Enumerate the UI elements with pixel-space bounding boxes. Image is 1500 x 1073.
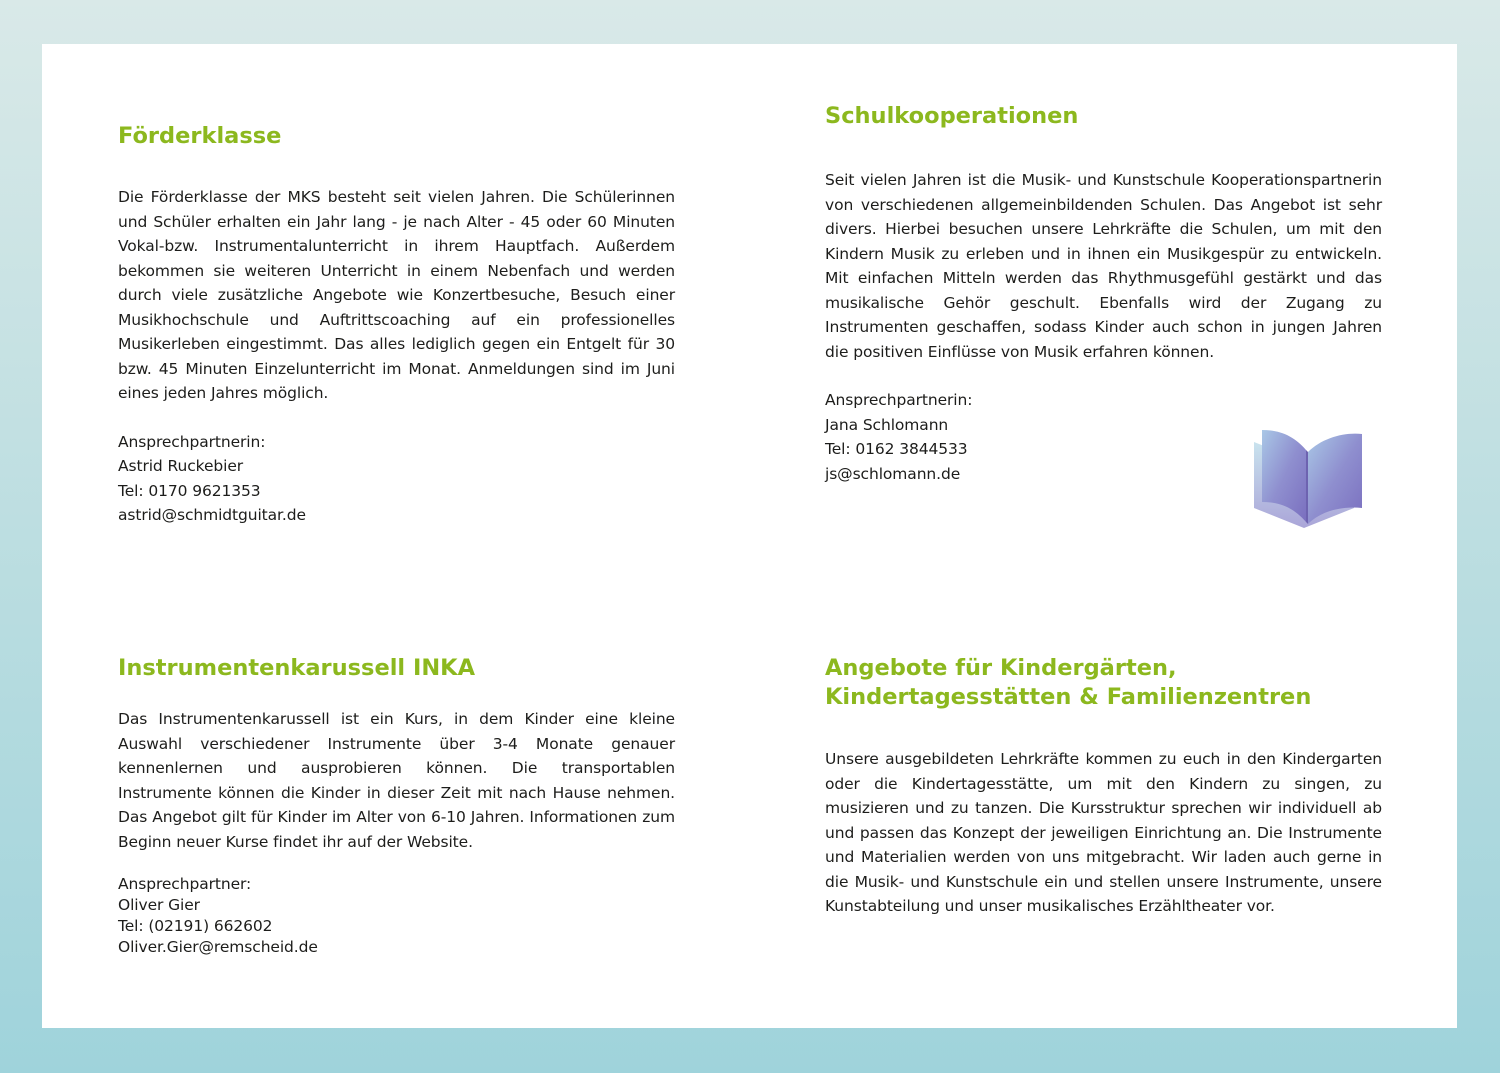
- contact-name: Oliver Gier: [118, 896, 200, 914]
- section-body: Seit vielen Jahren ist die Musik- und Kunstschule Kooperationspartnerin von verschiedenen allgemeinbildenden Schulen. Das Angebot ist sehr divers. Hierbei besuchen unsere Lehrkräfte die Schulen, um mit den Kindern Musik zu erleben und in ihnen ein Musikgespür zu entwickeln. Mit einfachen Mitteln werden das Rhythmusgefühl gestärkt und das musikalische Gehör geschult. Ebenfalls wird der Zugang zu Instrumenten geschaffen, sodass Kinder auch schon in jungen Jahren die positiven Einflüsse von Musik erfahren können.: [825, 171, 1382, 361]
- contact-phone: Tel: 0162 3844533: [825, 440, 968, 458]
- section-body: Unsere ausgebildeten Lehrkräfte kommen zu euch in den Kindergarten oder die Kindertagesstätte, um mit den Kindern zu singen, zu musizieren und zu tanzen. Die Kursstruktur sprechen wir individuell ab und passen das Konzept der jeweiligen Einrichtung an. Die Instrumente und Materialien werden von uns mitgebracht. Wir laden auch gerne in die Musik- und Kunstschule ein und stellen unsere Instrumente, unsere Kunstabteilung und unser musikalisches Erzähltheater vor.: [825, 750, 1382, 915]
- contact-label: Ansprechpartnerin:: [825, 391, 973, 409]
- section-title: Angebote für Kindergärten, Kindertagesstätten & Familienzentren: [825, 655, 1312, 710]
- section-title: Förderklasse: [118, 123, 282, 149]
- brochure-page: [42, 44, 1457, 1028]
- section-body: Die Förderklasse der MKS besteht seit vielen Jahren. Die Schülerinnen und Schüler erhalten ein Jahr lang - je nach Alter - 45 oder 60 Minuten Vokal-bzw. Instrumentalunterricht in ihrem Hauptfach. Außerdem bekommen sie weiteren Unterricht in einem Nebenfach und werden durch viele zusätzliche Angebote wie Konzertbesuche, Besuch einer Musikhochschule und Auftrittscoaching auf ein professionelles Musikerleben eingestimmt. Das alles lediglich gegen ein Entgelt für 30 bzw. 45 Minuten Einzelunterricht im Monat. Anmeldungen sind im Juni eines jeden Jahres möglich.: [118, 188, 675, 402]
- contact-block: [118, 874, 675, 958]
- section-instrumentenkarussell: [118, 654, 675, 958]
- section-foerderklasse: [118, 122, 675, 528]
- section-body: Das Instrumentenkarussell ist ein Kurs, in dem Kinder eine kleine Auswahl verschiedener Instrumente über 3-4 Monate genauer kennenlernen und ausprobieren können. Die transportablen Instrumente können die Kinder in dieser Zeit mit nach Hause nehmen. Das Angebot gilt für Kinder im Alter von 6-10 Jahren. Informationen zum Beginn neuer Kurse findet ihr auf der Website.: [118, 710, 675, 851]
- contact-phone: Tel: 0170 9621353: [118, 481, 261, 500]
- open-book-icon: [1250, 424, 1368, 534]
- contact-email: js@schlomann.de: [825, 464, 961, 483]
- section-title: Instrumentenkarussell INKA: [118, 655, 476, 681]
- contact-name: Astrid Ruckebier: [118, 457, 244, 475]
- contact-email: astrid@schmidtguitar.de: [118, 506, 306, 524]
- section-title: Schulkooperationen: [825, 103, 1079, 129]
- contact-block: [118, 430, 675, 528]
- contact-label: Ansprechpartner:: [118, 875, 252, 893]
- contact-label: Ansprechpartnerin:: [118, 432, 266, 451]
- contact-email: Oliver.Gier@remscheid.de: [118, 938, 318, 956]
- section-kindergaerten: [825, 654, 1382, 919]
- contact-name: Jana Schlomann: [825, 415, 949, 434]
- contact-phone: Tel: (02191) 662602: [118, 917, 273, 935]
